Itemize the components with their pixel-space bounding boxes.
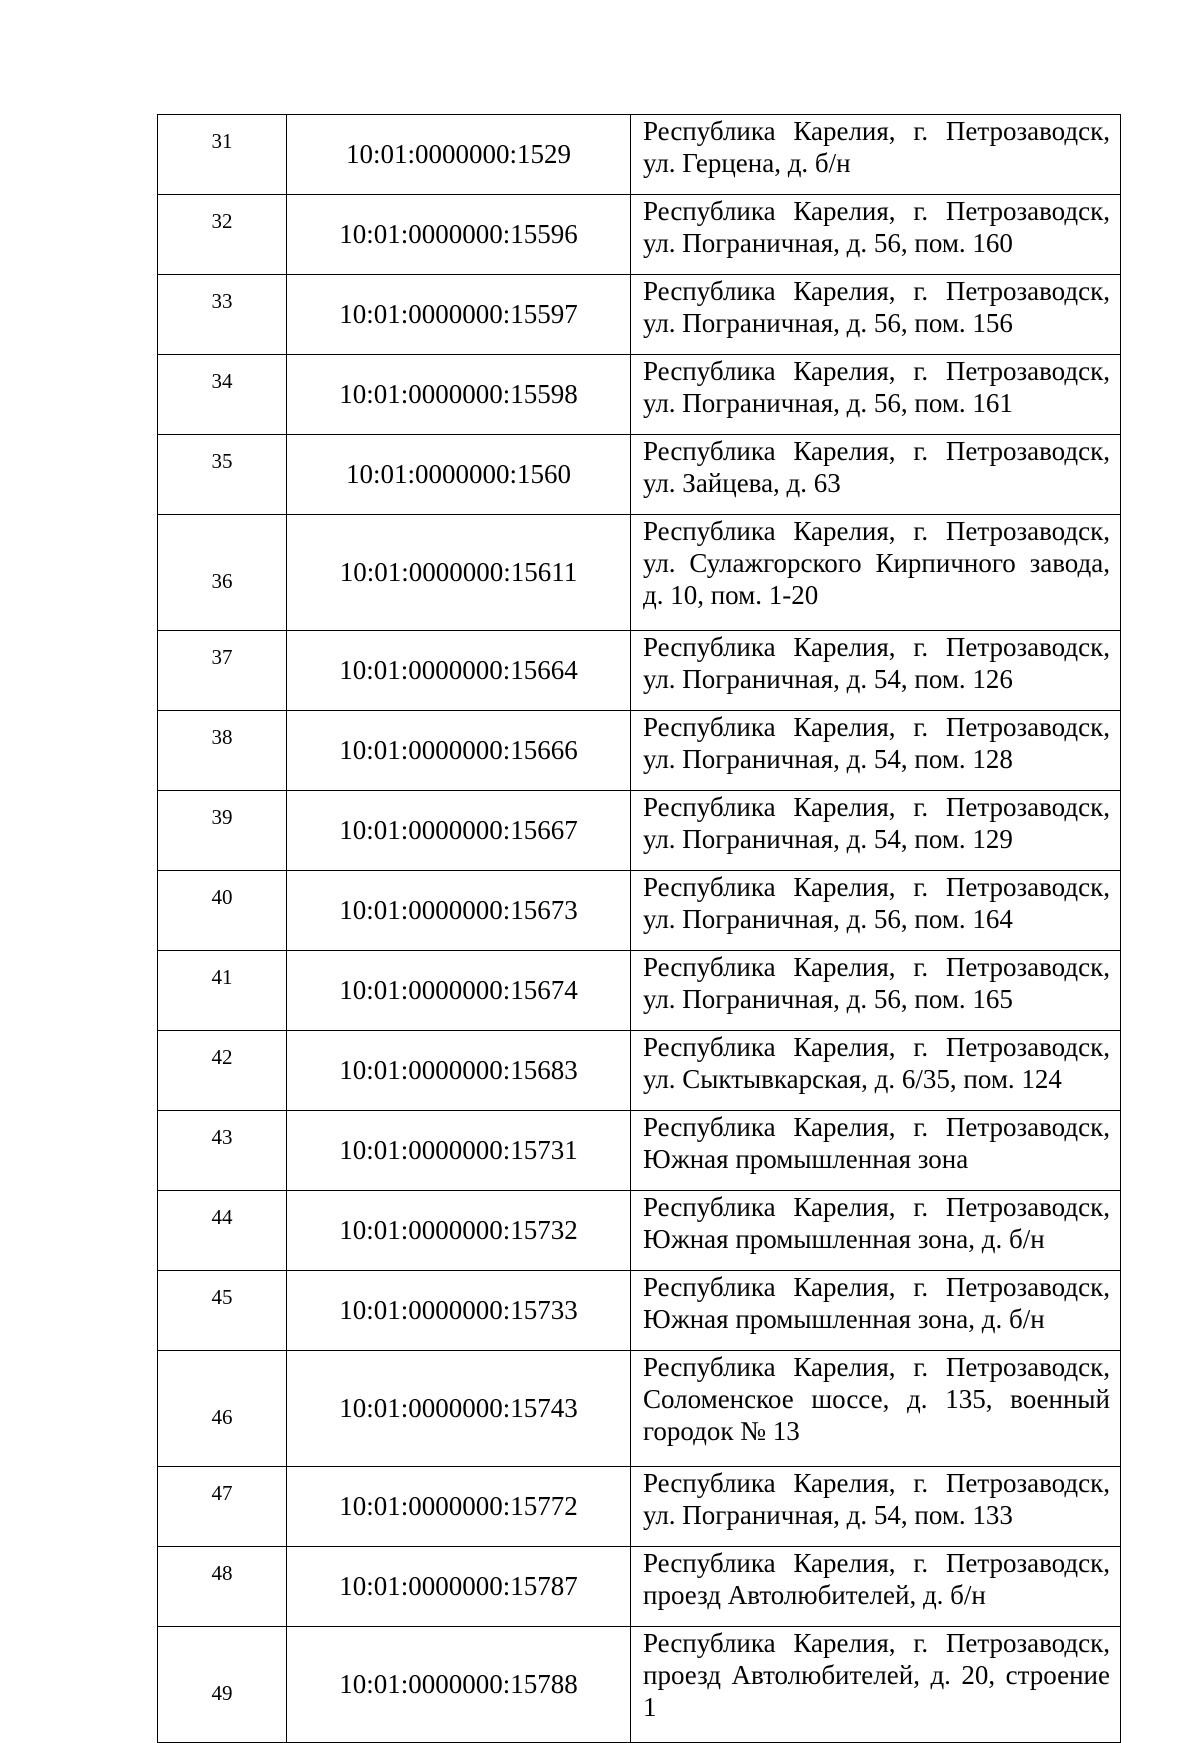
row-number: 31 — [158, 115, 287, 195]
cadastral-number: 10:01:0000000:15683 — [287, 1031, 631, 1111]
address: Республика Карелия, г. Петрозаводск, ул. Пограничная, д. 56, пом. 161 — [631, 355, 1121, 435]
address: Республика Карелия, г. Петрозаводск, ул. Пограничная, д. 54, пом. 126 — [631, 631, 1121, 711]
row-number: 49 — [158, 1627, 287, 1743]
address: Республика Карелия, г. Петрозаводск, проезд Автолюбителей, д. б/н — [631, 1547, 1121, 1627]
table-row — [158, 1191, 1121, 1271]
cadastral-number: 10:01:0000000:15732 — [287, 1191, 631, 1271]
table-row — [158, 1627, 1121, 1743]
address: Республика Карелия, г. Петрозаводск, ул. Пограничная, д. 54, пом. 129 — [631, 791, 1121, 871]
row-number: 35 — [158, 435, 287, 515]
address: Республика Карелия, г. Петрозаводск, ул. Пограничная, д. 54, пом. 128 — [631, 711, 1121, 791]
row-number: 33 — [158, 275, 287, 355]
cadastral-number: 10:01:0000000:15598 — [287, 355, 631, 435]
row-number: 36 — [158, 515, 287, 631]
cadastral-number: 10:01:0000000:15674 — [287, 951, 631, 1031]
row-number: 45 — [158, 1271, 287, 1351]
row-number: 46 — [158, 1351, 287, 1467]
cadastral-number: 10:01:0000000:15772 — [287, 1467, 631, 1547]
cadastral-number: 10:01:0000000:15731 — [287, 1111, 631, 1191]
table-row — [158, 871, 1121, 951]
table-row — [158, 711, 1121, 791]
table-row — [158, 515, 1121, 631]
cadastral-number: 10:01:0000000:15664 — [287, 631, 631, 711]
table-row — [158, 631, 1121, 711]
row-number: 44 — [158, 1191, 287, 1271]
address: Республика Карелия, г. Петрозаводск, ул. Герцена, д. б/н — [631, 115, 1121, 195]
table-row — [158, 1111, 1121, 1191]
address: Республика Карелия, г. Петрозаводск, ул. Сулажгорского Кирпичного завода, д. 10, пом. 1-20 — [631, 515, 1121, 631]
address: Республика Карелия, г. Петрозаводск, проезд Автолюбителей, д. 20, строение 1 — [631, 1627, 1121, 1743]
address: Республика Карелия, г. Петрозаводск, Южная промышленная зона, д. б/н — [631, 1191, 1121, 1271]
address: Республика Карелия, г. Петрозаводск, ул. Сыктывкарская, д. 6/35, пом. 124 — [631, 1031, 1121, 1111]
address: Республика Карелия, г. Петрозаводск, Южная промышленная зона — [631, 1111, 1121, 1191]
row-number: 32 — [158, 195, 287, 275]
cadastral-number: 10:01:0000000:15733 — [287, 1271, 631, 1351]
row-number: 48 — [158, 1547, 287, 1627]
cadastral-number: 10:01:0000000:15787 — [287, 1547, 631, 1627]
table-row — [158, 1351, 1121, 1467]
address: Республика Карелия, г. Петрозаводск, ул. Зайцева, д. 63 — [631, 435, 1121, 515]
table-row — [158, 1547, 1121, 1627]
registry-table — [157, 114, 1121, 1743]
cadastral-number: 10:01:0000000:15743 — [287, 1351, 631, 1467]
address: Республика Карелия, г. Петрозаводск, Южная промышленная зона, д. б/н — [631, 1271, 1121, 1351]
row-number: 47 — [158, 1467, 287, 1547]
row-number: 42 — [158, 1031, 287, 1111]
address: Республика Карелия, г. Петрозаводск, ул. Пограничная, д. 56, пом. 156 — [631, 275, 1121, 355]
address: Республика Карелия, г. Петрозаводск, ул. Пограничная, д. 56, пом. 160 — [631, 195, 1121, 275]
row-number: 40 — [158, 871, 287, 951]
address: Республика Карелия, г. Петрозаводск, ул. Пограничная, д. 56, пом. 165 — [631, 951, 1121, 1031]
table-row — [158, 791, 1121, 871]
table-row — [158, 355, 1121, 435]
row-number: 39 — [158, 791, 287, 871]
row-number: 38 — [158, 711, 287, 791]
cadastral-number: 10:01:0000000:15666 — [287, 711, 631, 791]
cadastral-number: 10:01:0000000:15611 — [287, 515, 631, 631]
address: Республика Карелия, г. Петрозаводск, ул. Пограничная, д. 54, пом. 133 — [631, 1467, 1121, 1547]
address: Республика Карелия, г. Петрозаводск, ул. Пограничная, д. 56, пом. 164 — [631, 871, 1121, 951]
table-row — [158, 435, 1121, 515]
cadastral-number: 10:01:0000000:15597 — [287, 275, 631, 355]
cadastral-number: 10:01:0000000:1560 — [287, 435, 631, 515]
cadastral-number: 10:01:0000000:15596 — [287, 195, 631, 275]
address: Республика Карелия, г. Петрозаводск, Соломенское шоссе, д. 135, военный городок № 13 — [631, 1351, 1121, 1467]
table-row — [158, 1467, 1121, 1547]
table-row — [158, 951, 1121, 1031]
cadastral-number: 10:01:0000000:15673 — [287, 871, 631, 951]
row-number: 43 — [158, 1111, 287, 1191]
table-row — [158, 275, 1121, 355]
cadastral-number: 10:01:0000000:1529 — [287, 115, 631, 195]
table-row — [158, 1031, 1121, 1111]
table-row — [158, 115, 1121, 195]
row-number: 37 — [158, 631, 287, 711]
table-row — [158, 1271, 1121, 1351]
cadastral-number: 10:01:0000000:15667 — [287, 791, 631, 871]
row-number: 34 — [158, 355, 287, 435]
row-number: 41 — [158, 951, 287, 1031]
table-row — [158, 195, 1121, 275]
cadastral-number: 10:01:0000000:15788 — [287, 1627, 631, 1743]
